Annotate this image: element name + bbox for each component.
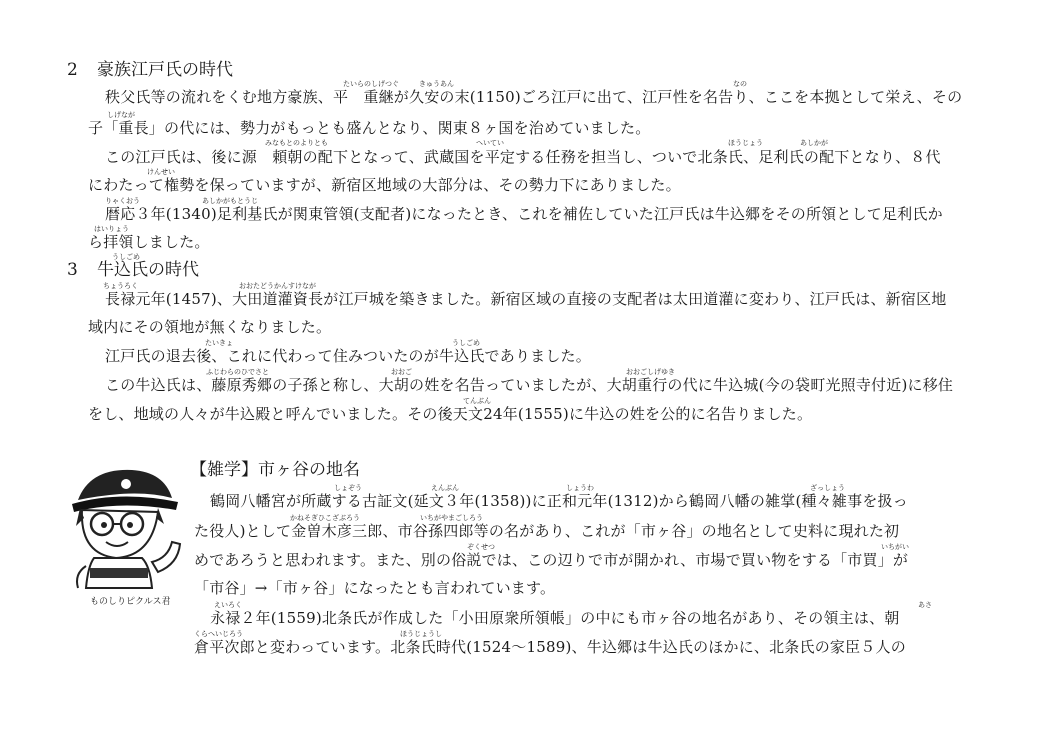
paragraph-line: をし、地域の人々が牛込殿と呼んでいました。その後天文24年(1555)に牛込の姓を公的に名告りました。	[88, 405, 813, 423]
ruby-text: えんぶん	[431, 484, 459, 492]
paragraph-line: にわたって権勢を保っていますが、新宿区地域の大部分は、その勢力下にありました。	[88, 176, 681, 194]
mascot-illustration	[60, 462, 188, 592]
paragraph-line: この牛込氏は、藤原秀郷の子孫と称し、大胡の姓を名告っていましたが、大胡重行の代に牛込城(今の袋町光照寺付近)に移住	[105, 376, 954, 394]
section-2-heading	[67, 60, 233, 80]
ruby-text: ほうじょうし	[400, 630, 442, 638]
paragraph-line: た役人)として金曽木彦三郎、市谷孫四郎等の名があり、これが「市ヶ谷」の地名として史料に現れた初	[194, 522, 900, 540]
ruby-text: えいろく	[214, 601, 242, 609]
paragraph-line: めであろうと思われます。また、別の俗説では、この辺りで市が開かれ、市場で買い物をする「市買」が	[194, 551, 909, 569]
paragraph-line: 長禄元年(1457)、大田道灌資長が江戸城を築きました。新宿区域の直接の支配者は太田道灌に変わり、江戸氏は、新宿区地	[105, 290, 947, 308]
paragraph-line: この江戸氏は、後に源 頼朝の配下となって、武蔵国を平定する任務を担当し、ついで北条氏、足利氏の配下となり、８代	[105, 148, 941, 166]
ruby-text: ざっしょう	[810, 484, 845, 492]
ruby-text: うしごめ	[452, 339, 480, 347]
ruby-text: かねそぎひこざぶろう	[290, 514, 360, 522]
paragraph-line: 「市谷」→「市ヶ谷」になったとも言われています。	[194, 579, 556, 597]
section-2-number: 2	[67, 60, 78, 80]
paragraph-line: ら拝領しました。	[88, 233, 210, 251]
ruby-text: くらへいじろう	[194, 630, 243, 638]
ruby-text: あさ	[918, 601, 932, 609]
ruby-text: りゃくおう	[105, 197, 140, 205]
paragraph-line: 倉平次郎と変わっています。北条氏時代(1524〜1589)、牛込郷は牛込氏のほかに、北条氏の家臣５人の	[194, 638, 906, 656]
paragraph-line: 暦応３年(1340)足利基氏が関東管領(支配者)になったとき、これを補佐していた江戸氏は牛込郷をその所領として足利氏か	[105, 205, 943, 223]
section-3-title: 牛込氏の時代	[97, 260, 199, 280]
paragraph-line: 子「重長」の代には、勢力がもっとも盛んとなり、関東８ヶ国を治めていました。	[88, 119, 651, 137]
section-2-title: 豪族江戸氏の時代	[97, 60, 233, 80]
section-3-heading	[67, 260, 199, 280]
paragraph-line: 鶴岡八幡宮が所蔵する古証文(延文３年(1358))に正和元年(1312)から鶴岡八幡の雑掌(種々雑事を扱っ	[210, 492, 908, 510]
ruby-text: ちょうろく	[103, 282, 138, 290]
paragraph-line: 秩父氏等の流れをくむ地方豪族、平 重継が久安の末(1150)ごろ江戸に出て、江戸性を名告り、ここを本拠として栄え、その	[105, 88, 963, 106]
ruby-text: おおたどうかんすけなが	[239, 282, 316, 290]
mascot-icon	[60, 462, 188, 592]
ruby-text: きゅうあん	[419, 80, 454, 88]
ruby-text: おおご	[391, 368, 412, 376]
ruby-text: けんせい	[147, 168, 175, 176]
ruby-text: しょうわ	[566, 484, 594, 492]
ruby-text: いちがい	[881, 543, 909, 551]
ruby-text: たいきょ	[205, 339, 233, 347]
ruby-text: たいらのしげつぐ	[343, 80, 399, 88]
mascot-caption: ものしりピクルス君	[90, 597, 171, 607]
ruby-text: ふじわらのひでさと	[206, 368, 269, 376]
section-3-number: 3	[67, 260, 78, 280]
ruby-text: しょぞう	[334, 484, 362, 492]
ruby-text: うしごめ	[112, 253, 140, 261]
ruby-text: ほうじょう	[728, 139, 763, 147]
zatsugaku-title: 【雑学】市ヶ谷の地名	[190, 460, 360, 480]
ruby-text: いちがやまごしろう	[420, 514, 483, 522]
ruby-text: あしかがもとうじ	[202, 197, 258, 205]
ruby-text: てんぶん	[463, 397, 491, 405]
ruby-text: はいりょう	[94, 225, 129, 233]
ruby-text: なの	[733, 80, 747, 88]
paragraph-line: 永禄２年(1559)北条氏が作成した「小田原衆所領帳」の中にも市ヶ谷の地名があり、その領主は、朝	[210, 609, 900, 627]
ruby-text: ぞくせつ	[467, 543, 495, 551]
ruby-text: みなもとのよりとも	[265, 139, 328, 147]
paragraph-line: 域内にその領地が無くなりました。	[88, 318, 332, 336]
ruby-text: へいてい	[476, 139, 504, 147]
ruby-text: しげなが	[107, 111, 135, 119]
ruby-text: あしかが	[800, 139, 828, 147]
paragraph-line: 江戸氏の退去後、これに代わって住みついたのが牛込氏でありました。	[105, 347, 591, 365]
ruby-text: おおごしげゆき	[626, 368, 675, 376]
